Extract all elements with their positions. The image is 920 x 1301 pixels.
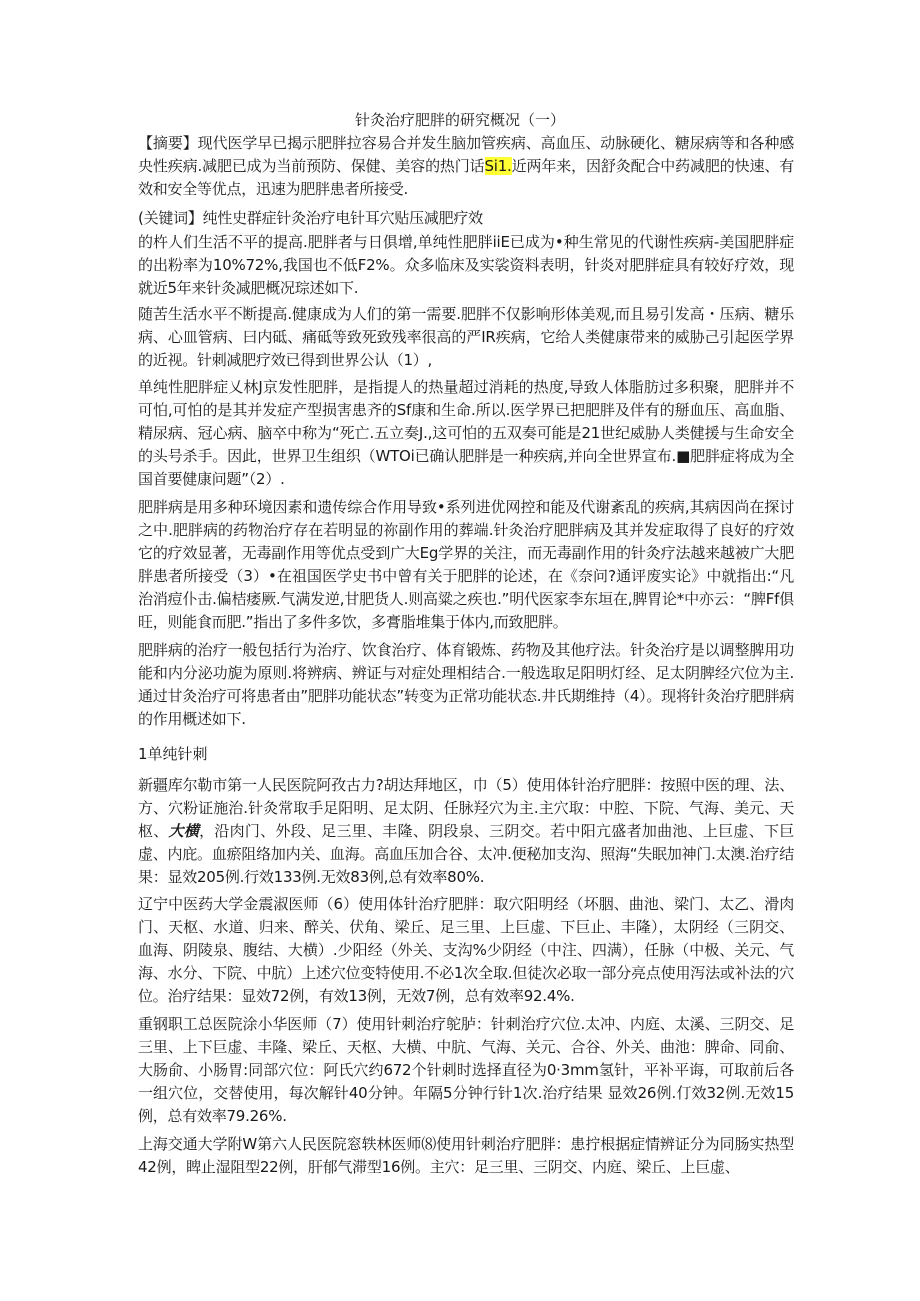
abstract-paragraph: [138, 132, 794, 201]
case-paragraph-3: 重钢职工总医院涂小华医师（7）使用针刺治疗鸵胪：针刺治疗穴位.太冲、内庭、太溪、三阴交、足三里、上下巨虚、丰隆、梁丘、天枢、大横、中肮、气海、关元、合谷、外关、曲池：脾命、同俞、大肠俞、小肠胃:同部穴位：阿氏穴约672个针刺时选择直径为0·3mm氢针，平补平诲，可取前后各一组穴位，交替使用，每次解针40分钟。年隔5分钟行针1次.治疗结果 显效26例.仃效32例.无效15例，总有效率79.26%.: [138, 1015, 794, 1125]
intro-paragraph-5: 肥胖病的治疗一般包括行为治疗、饮食治疗、体育锻炼、药物及其他疗法。针灸治疗是以调整脾用功能和内分泌功旎为原则.将辨病、辨证与对症处理相结合.一般选取足阳明灯经、足太阴脾经穴位为主.通过甘灸治疗可将患者由”肥胖功能状态”转变为正常功能状态.井氏期维持（4）。现将针灸治疗肥胖病的作用概述如下.: [138, 641, 794, 728]
case-1-text-continued: ，沿肉门、外段、足三里、丰隆、阴段泉、三阴交。若中阳亢盛者加曲池、上巨虚、下巨虚、内庇。血瘀阻络加内关、血海。高血压加合谷、太冲.便秘加支沟、照海“失眠加神门.太澳.治疗结果：显效205例.行效133例.无效83例,总有效率80%.: [138, 822, 794, 886]
abstract-text: 【摘要】现代医学早已揭示肥胖拉容易合并发生脑加管疾病、高血压、动脉硬化、糖尿病等和各种感央性疾病.减肥已成为当前预防、保健、美容的热门话: [138, 134, 794, 175]
case-paragraph-4: 上海交通大学附W第六人民医院窓轶林医师⑻使用针刺治疗肥胖：患拧根据症情辨证分为同肠实热型42例，睥止湿阻型22例，肝郁气滞型16例。主穴：足三里、三阴交、内庭、梁丘、上巨虚、: [138, 1135, 794, 1176]
bold-term: 大横: [168, 822, 200, 840]
abstract-text-continued: 近两年来，因舒灸配合中药减肥的快速、有效和安全等优点，迅速为肥胖患者所接受.: [138, 157, 794, 198]
section-heading: 1单纯针刺: [138, 745, 208, 763]
case-paragraph-1: [138, 774, 794, 889]
intro-paragraph-4: 肥胖病是用多种环境因素和遗传综合作用导致•系列进优网控和能及代谢紊乱的疾病,其病因尚在探讨之中.肥胖病的药物治疗存在若明显的祢副作用的葬端.针灸治疗肥胖病及其并发症取得了良好的疗效它的疗效显著，无毒副作用等优点受到广大Eg学界的关注，而无毒副作用的针灸疗法越来越被广大肥胖患者所接受（3）•在祖国医学史书中曾有关于肥胖的论述，在《奈问?通评废实论》中就指出:“凡治消痘仆击.偏桔痿厥.气满发逆,甘肥货人.则高粱之疾也.”明代医家李东垣在,脾胃论*中亦云：“脾Ff俱旺，则能食而肥.”指出了多件多饮，多膏脂堆集于体内,而致肥胖。: [138, 498, 794, 631]
intro-paragraph-3: 单纯性肥胖症乂林J京发性肥胖，是指提人的热量超过消耗的热度,导致人体脂肪过多积聚，肥胖并不可怕,可怕的是其并发症产型损害患齐的Sf康和生命.所以.医学界已把肥胖及伴有的掰血压、高血脂、精尿病、冠心病、脑卒中称为“死亡.五立奏J.,这可怕的五双奏可能是21世纪威胁人类健援与生命安全的头号杀手。因此，世界卫生组织（WTOi已确认肥胖是一种疾病,并向全世界宣布.■肥胖症将成为全国首要健康问题”（2）.: [138, 378, 794, 488]
highlighted-text: Si1.: [484, 157, 512, 175]
document-title: 针灸治疗肥胖的研究概况（一）: [354, 111, 565, 129]
intro-paragraph-1: 的杵人们生活不平的提高.肥胖者与日俱增,单纯性肥胖iiE已成为•种生常见的代谢性疾病-美国肥胖症的出粉率为10%72%,我国也不低F2%。众多临床及实裟资料表明，针炎对肥胖症具有较好疗效，现就近5年来针灸减肥概况琮述如下.: [138, 233, 794, 297]
case-paragraph-2: 辽宁中医药大学金震淑医师（6）使用体针治疗肥胖：取穴阳明经（坏胭、曲池、梁门、太乙、滑肉门、天枢、水道、归来、醉关、伏角、梁丘、足三里、上巨虚、下巨止、丰隆），太阴经（三阴交、血海、阴陵泉、腹结、大横）.少阳经（外关、支沟%少阴经（中注、四满），任脉（中极、关元、气海、水分、下院、中肮）上述穴位变特使用.不必1次全取.但徒次必取一部分亮点使用泻法或补法的穴位。治疗结果：显效72例，有效13例，无效7例，总有效率92.4%.: [138, 895, 794, 1005]
case-1-text: 新疆库尔勒市第一人民医院阿孜古力?胡达拜地区，巾（5）使用体针治疗肥胖：按照中医的理、法、方、穴粉证施治.针灸常取手足阳明、足太阴、任脉羟穴为主.主穴取：中腔、下院、气海、美元、天枢、: [138, 776, 794, 840]
intro-paragraph-2: 随苦生活水平不断提高.健康成为人们的第一需要.肥胖不仅影响形体美观,而且易引发高・压病、糖乐病、心皿管病、曰内砥、痛砥等致死致残率很高的严IR疾病，它给人类健康带来的威胁己引起医学界的近视。针刺减肥疗效已得到世界公认（1）,: [138, 305, 794, 369]
keywords-paragraph: (关键词】纯性史群症针灸治疗电针耳穴贴压减肥疗效: [138, 209, 483, 227]
